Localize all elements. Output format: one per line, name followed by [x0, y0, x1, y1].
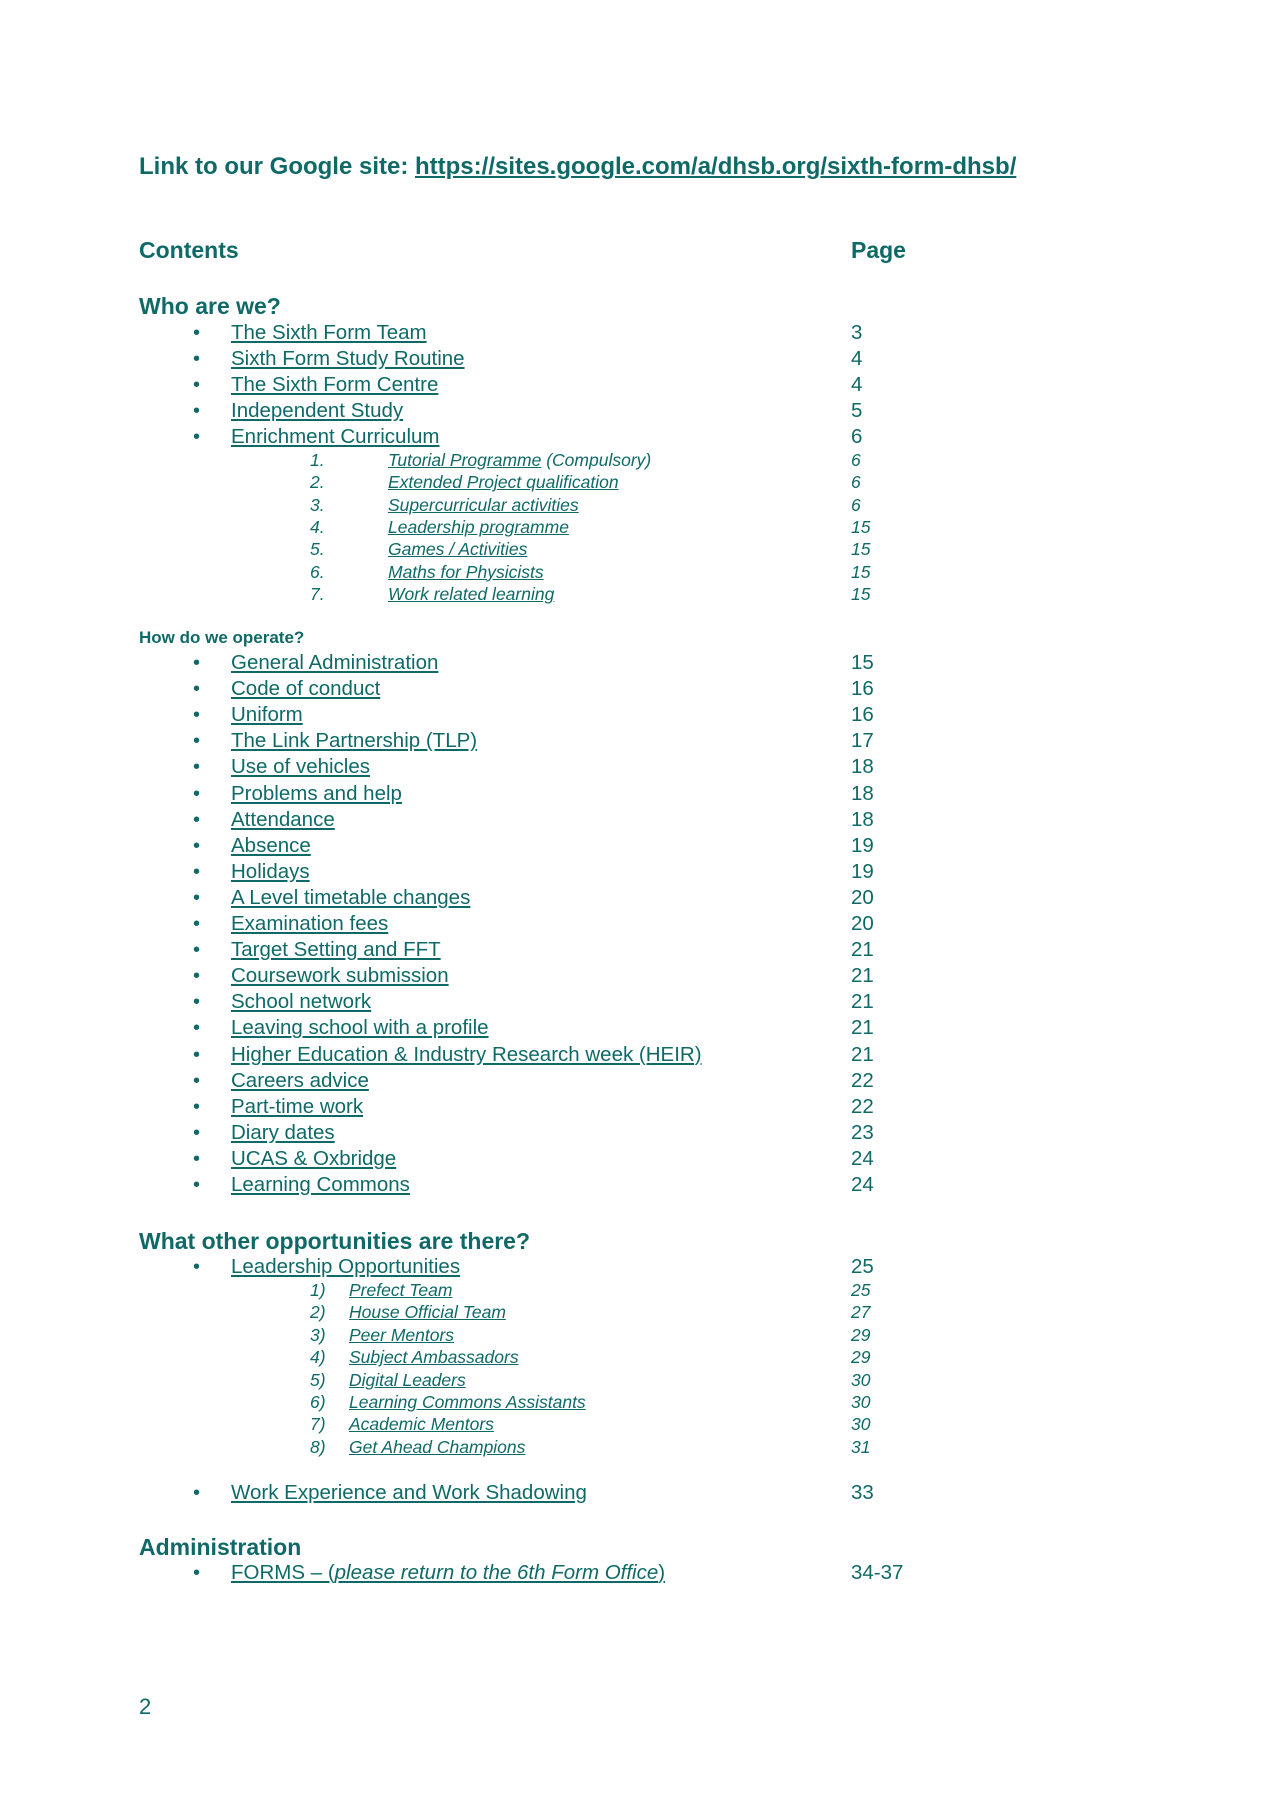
toc-page-number: 18 — [851, 755, 874, 779]
google-site-line — [139, 150, 1016, 184]
toc-row — [0, 963, 1273, 989]
toc-sub-link[interactable] — [349, 1391, 586, 1413]
toc-link[interactable]: General Administration — [231, 651, 439, 674]
toc-sub-page-number: 6 — [851, 450, 861, 470]
toc-page-number: 3 — [851, 321, 863, 344]
toc-page-number: 23 — [851, 1120, 874, 1144]
toc-page-number: 24 — [851, 1173, 874, 1196]
toc-row — [0, 702, 1273, 728]
bullet-icon: • — [193, 913, 201, 935]
toc-row — [0, 807, 1273, 833]
toc-sub-link-text: Subject Ambassadors — [349, 1347, 519, 1368]
toc-row — [0, 1094, 1273, 1120]
bullet-icon: • — [193, 1174, 201, 1196]
toc-page-number: 25 — [851, 1255, 874, 1278]
bullet-icon: • — [193, 1043, 201, 1066]
toc-page-number: 18 — [851, 781, 874, 805]
bullet-icon: • — [193, 991, 201, 1014]
toc-row — [0, 728, 1273, 754]
toc-row — [0, 1015, 1273, 1041]
toc-subrow — [0, 1346, 1273, 1368]
toc-link[interactable]: Uniform — [231, 703, 303, 727]
bullet-icon: • — [193, 374, 201, 397]
toc-link[interactable]: Leadership Opportunities — [231, 1255, 461, 1278]
toc-link[interactable]: UCAS & Oxbridge — [231, 1146, 397, 1170]
toc-row — [0, 650, 1273, 676]
toc-page-number: 4 — [851, 373, 863, 397]
bullet-icon: • — [193, 678, 201, 701]
toc-sub-link-text: Prefect Team — [349, 1280, 453, 1300]
toc-page-number: 33 — [851, 1481, 874, 1504]
toc-sub-link[interactable] — [388, 516, 569, 538]
toc-sub-link-suffix: (Compulsory) — [541, 450, 652, 470]
contents-heading: Contents — [139, 237, 239, 263]
toc-page-number: 16 — [851, 703, 874, 727]
toc-link[interactable]: Absence — [231, 833, 311, 857]
toc-page-number: 24 — [851, 1146, 874, 1170]
toc-sub-number: 5) — [310, 1369, 326, 1390]
toc-sub-number: 4. — [310, 516, 325, 537]
toc-link[interactable]: Independent Study — [231, 399, 404, 423]
toc-subrow — [0, 1279, 1273, 1301]
toc-sub-link-text: Learning Commons Assistants — [349, 1392, 586, 1412]
toc-row — [0, 885, 1273, 911]
toc-subrow — [0, 538, 1273, 560]
toc-sub-link-text: Digital Leaders — [349, 1369, 466, 1390]
toc-sub-link[interactable] — [349, 1324, 454, 1346]
bullet-icon: • — [193, 756, 201, 779]
toc-sub-link[interactable] — [388, 471, 619, 493]
toc-page-number: 19 — [851, 859, 874, 883]
toc-link[interactable]: Learning Commons — [231, 1173, 410, 1196]
toc-sub-link-text: House Official Team — [349, 1302, 506, 1323]
toc-page-number: 21 — [851, 1016, 874, 1040]
toc-sub-page-number: 30 — [851, 1392, 871, 1412]
toc-page-number: 22 — [851, 1094, 874, 1118]
toc-page-number: 6 — [851, 425, 863, 449]
toc-link[interactable]: Part-time work — [231, 1094, 364, 1118]
toc-row — [0, 937, 1273, 963]
toc-link[interactable]: A Level timetable changes — [231, 885, 471, 909]
bullet-icon: • — [193, 400, 201, 423]
toc-sub-number: 2) — [310, 1302, 326, 1323]
toc-sub-link-text: Games / Activities — [388, 539, 528, 560]
toc-row — [0, 1560, 1273, 1586]
toc-page-number: 34-37 — [851, 1561, 904, 1584]
toc-sub-number: 6. — [310, 561, 325, 582]
bullet-icon: • — [193, 426, 201, 449]
toc-page-number: 16 — [851, 677, 874, 701]
toc-page-number: 19 — [851, 833, 874, 857]
toc-sub-number: 3. — [310, 494, 325, 515]
toc-sub-link[interactable] — [349, 1413, 494, 1435]
toc-row — [0, 1068, 1273, 1094]
toc-sub-page-number: 29 — [851, 1347, 871, 1368]
toc-link[interactable]: Enrichment Curriculum — [231, 425, 440, 449]
google-site-link[interactable]: https://sites.google.com/a/dhsb.org/sixth-form-dhsb/ — [415, 153, 1017, 180]
toc-sub-link[interactable] — [349, 1369, 466, 1391]
toc-sub-number: 4) — [310, 1347, 326, 1368]
toc-sub-link[interactable] — [388, 494, 579, 516]
toc-link[interactable]: Sixth Form Study Routine — [231, 347, 465, 371]
bullet-icon: • — [193, 808, 201, 831]
toc-row — [0, 1254, 1273, 1280]
toc-sub-number: 1) — [310, 1280, 326, 1300]
toc-sub-link[interactable] — [388, 449, 651, 471]
toc-row — [0, 346, 1273, 372]
toc-sub-page-number: 27 — [851, 1302, 871, 1323]
toc-sub-page-number: 15 — [851, 561, 871, 582]
toc-row — [0, 372, 1273, 398]
toc-subrow — [0, 494, 1273, 516]
toc-sub-link[interactable] — [349, 1301, 506, 1323]
toc-sub-page-number: 15 — [851, 516, 871, 537]
toc-sub-link-text: Extended Project qualification — [388, 472, 619, 493]
toc-sub-page-number: 30 — [851, 1369, 871, 1390]
toc-sub-link-text: Peer Mentors — [349, 1324, 455, 1345]
toc-subrow — [0, 1301, 1273, 1323]
toc-link[interactable]: Problems and help — [231, 781, 402, 805]
toc-sub-link-text: Maths for Physicists — [388, 561, 544, 582]
bullet-icon: • — [193, 965, 201, 988]
toc-sub-link[interactable] — [388, 538, 527, 560]
toc-sub-link[interactable] — [349, 1279, 452, 1301]
bullet-icon: • — [193, 860, 201, 883]
bullet-icon: • — [193, 652, 201, 674]
toc-row — [0, 424, 1273, 450]
section-heading-admin: Administration — [139, 1534, 302, 1560]
toc-link[interactable]: The Link Partnership (TLP) — [231, 729, 478, 753]
toc-link[interactable]: The Sixth Form Centre — [231, 373, 439, 397]
toc-sub-page-number: 15 — [851, 539, 871, 560]
toc-subrow — [0, 1324, 1273, 1346]
toc-sub-link-text: Leadership programme — [388, 516, 569, 537]
toc-link[interactable]: Attendance — [231, 807, 335, 831]
toc-subrow — [0, 449, 1273, 471]
toc-row — [0, 398, 1273, 424]
toc-page-number: 22 — [851, 1068, 874, 1092]
toc-link[interactable]: School network — [231, 990, 372, 1014]
toc-link[interactable]: Careers advice — [231, 1068, 369, 1092]
toc-row — [0, 320, 1273, 346]
toc-sub-number: 6) — [310, 1392, 326, 1412]
footer-page-number: 2 — [139, 1694, 152, 1719]
bullet-icon: • — [193, 1147, 201, 1170]
toc-sub-page-number: 25 — [851, 1280, 871, 1300]
toc-row — [0, 676, 1273, 702]
toc-sub-page-number: 15 — [851, 583, 871, 604]
toc-sub-link-text: Tutorial Programme — [388, 450, 542, 470]
toc-sub-number: 7. — [310, 583, 325, 604]
toc-sub-number: 3) — [310, 1324, 326, 1345]
toc-page-number: 21 — [851, 990, 874, 1014]
google-site-prefix: Link to our Google site: — [139, 153, 415, 180]
toc-subrow — [0, 1436, 1273, 1458]
toc-subrow — [0, 1369, 1273, 1391]
toc-subrow — [0, 516, 1273, 538]
toc-subrow — [0, 471, 1273, 493]
toc-row — [0, 859, 1273, 885]
toc-sub-link[interactable] — [388, 583, 554, 605]
toc-row — [0, 833, 1273, 859]
toc-sub-number: 2. — [310, 472, 325, 493]
toc-row — [0, 1146, 1273, 1172]
toc-sub-link[interactable] — [388, 561, 544, 583]
section-heading-how: How do we operate? — [139, 628, 305, 647]
section-heading-other: What other opportunities are there? — [139, 1228, 531, 1254]
toc-row — [0, 1172, 1273, 1198]
bullet-icon: • — [193, 704, 201, 727]
bullet-icon: • — [193, 834, 201, 857]
toc-link[interactable]: FORMS – (please return to the 6th Form Office) — [231, 1561, 666, 1584]
bullet-icon: • — [193, 1482, 201, 1504]
bullet-icon: • — [193, 939, 201, 962]
toc-page-number: 21 — [851, 938, 874, 962]
page-column-heading: Page — [851, 237, 906, 263]
toc-link[interactable]: Target Setting and FFT — [231, 938, 441, 962]
toc-row — [0, 1042, 1273, 1068]
bullet-icon: • — [193, 782, 201, 805]
toc-row — [0, 781, 1273, 807]
toc-link[interactable]: Holidays — [231, 859, 310, 883]
bullet-icon: • — [193, 322, 201, 344]
toc-link[interactable]: Use of vehicles — [231, 755, 371, 779]
toc-sub-number: 8) — [310, 1436, 326, 1457]
toc-sub-link[interactable] — [349, 1346, 519, 1368]
toc-sub-page-number: 6 — [851, 472, 861, 493]
toc-page-number: 20 — [851, 885, 874, 909]
toc-link[interactable]: Examination fees — [231, 912, 389, 935]
toc-sub-page-number: 6 — [851, 494, 861, 515]
toc-row — [0, 989, 1273, 1015]
toc-link-italic: please return to the 6th Form Office — [334, 1561, 659, 1584]
toc-subrow — [0, 583, 1273, 605]
bullet-icon: • — [193, 886, 201, 909]
toc-link[interactable]: The Sixth Form Team — [231, 321, 427, 344]
toc-link[interactable]: Higher Education & Industry Research week (HEIR) — [231, 1042, 702, 1066]
toc-page-number: 21 — [851, 1042, 874, 1066]
toc-sub-link-text: Work related learning — [388, 583, 555, 604]
bullet-icon: • — [193, 730, 201, 753]
toc-sub-number: 5. — [310, 539, 325, 560]
toc-sub-link-text: Academic Mentors — [349, 1414, 494, 1435]
toc-page-number: 4 — [851, 347, 863, 371]
toc-sub-page-number: 31 — [851, 1436, 871, 1457]
toc-sub-page-number: 29 — [851, 1324, 871, 1345]
toc-subrow — [0, 1413, 1273, 1435]
toc-link[interactable]: Leaving school with a profile — [231, 1016, 489, 1040]
toc-page-number: 17 — [851, 729, 874, 753]
bullet-icon: • — [193, 1017, 201, 1040]
section-heading-who: Who are we? — [139, 293, 281, 319]
bullet-icon: • — [193, 1095, 201, 1118]
toc-sub-link-text: Get Ahead Champions — [349, 1436, 526, 1457]
toc-sub-page-number: 30 — [851, 1414, 871, 1435]
toc-sub-number: 1. — [310, 450, 325, 470]
toc-row — [0, 1480, 1273, 1506]
toc-link[interactable]: Coursework submission — [231, 964, 449, 988]
toc-subrow — [0, 561, 1273, 583]
toc-page-number: 20 — [851, 912, 874, 935]
toc-sub-link-text: Supercurricular activities — [388, 494, 579, 515]
toc-link[interactable]: Code of conduct — [231, 677, 381, 701]
toc-page-number: 15 — [851, 651, 874, 674]
bullet-icon: • — [193, 1562, 201, 1584]
toc-page-number: 5 — [851, 399, 863, 423]
toc-link[interactable]: Diary dates — [231, 1120, 335, 1144]
toc-row — [0, 1120, 1273, 1146]
toc-link[interactable]: Work Experience and Work Shadowing — [231, 1481, 587, 1504]
toc-row — [0, 911, 1273, 937]
toc-sub-number: 7) — [310, 1414, 326, 1435]
bullet-icon: • — [193, 1121, 201, 1144]
toc-subrow — [0, 1391, 1273, 1413]
toc-page-number: 18 — [851, 807, 874, 831]
bullet-icon: • — [193, 348, 201, 371]
bullet-icon: • — [193, 1069, 201, 1092]
toc-row — [0, 754, 1273, 780]
toc-page-number: 21 — [851, 964, 874, 988]
bullet-icon: • — [193, 1256, 201, 1278]
toc-sub-link[interactable] — [349, 1436, 525, 1458]
